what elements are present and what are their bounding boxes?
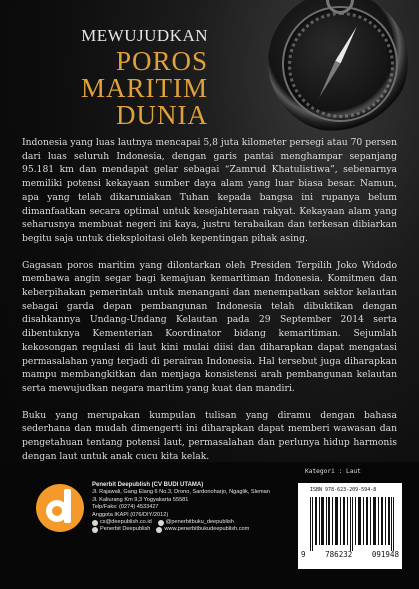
twitter-icon: [158, 520, 164, 526]
barcode-left-group: 786232: [325, 550, 353, 559]
facebook-icon: [92, 527, 98, 533]
barcode-right-group: 091948: [371, 550, 399, 559]
synopsis-paragraph-2: Gagasan poros maritim yang dilontarkan oleh Presiden Terpilih Joko Widodo membawa angin segar bagi kemajuan kemaritiman Indonesia. Komitmen dan keberpihakan pemerintah untuk menangani dan menempatkan sektor kelautan sebagai garda depan pembangunan Indonesia telah dibuktikan dengan disahkannya Undang-Undang Kelautan pada 29 September 2014 serta dibentuknya Kementerian Koordinator bidang kemaritiman. Sejumlah kekosongan regulasi di laut kini mulai diisi dan diharapkan dapat mengatasi permasalahan yang terjadi di perairan Indonesia. Hal tersebut juga diharapkan mampu membangkitkan dan menjaga konsistensi arah pembangunan kelautan serta mewujudkan negara maritim yang kuat dan mandiri.: [22, 259, 397, 394]
globe-icon: [156, 527, 162, 533]
email-contact: [92, 519, 152, 526]
publisher-address-2: Jl. Kaliurang Km 9,3 Yogyakarta 55581: [92, 496, 189, 503]
book-title: [0, 26, 230, 129]
title-line-3: MARITIM: [81, 73, 208, 103]
website-text: www.penerbitbukudeepublish.com: [164, 526, 250, 533]
publisher-info: [92, 482, 292, 534]
compass-dial: [288, 12, 394, 118]
barcode-first-digit: 9: [301, 550, 306, 559]
title-line-2: POROS: [115, 46, 208, 76]
publisher-name: Penerbit Deepublish (CV BUDI UTAMA): [92, 482, 204, 488]
publisher-logo-icon: [35, 479, 85, 535]
twitter-contact: [158, 519, 234, 526]
twitter-text: @penerbitbuku_deepublish: [165, 519, 234, 526]
contact-row-2: [92, 526, 292, 533]
email-icon: [92, 520, 98, 526]
publisher-phone: Telp/Faks: (0274) 4533427: [92, 504, 159, 511]
publisher-address-1: Jl. Rajawali, Gang Elang 6 No.3, Drono, Sardonoharjo, Ngaglik, Sleman: [92, 489, 270, 496]
title-line-4: DUNIA: [116, 100, 208, 130]
barcode-panel: [298, 483, 402, 569]
category-label: Kategori : Laut: [305, 468, 361, 475]
barcode-icon: [310, 497, 394, 551]
publisher-member: Anggota IKAPI (076/DIY/2012): [92, 511, 169, 518]
contact-row-1: [92, 519, 292, 526]
email-text: cs@deepublish.co.id: [100, 519, 152, 526]
synopsis-paragraph-1: Indonesia yang luas lautnya mencapai 5,8 juta kilometer persegi atau 70 persen dari luas seluruh Indonesia, dengan garis pantai menghampar sepanjang 95.181 km dan mendapat gelar sebagai “Zamrud Khatulistiwa”, sebenarnya memiliki potensi kekayaan sumber daya alam yang luar biasa besar. Namun, apa yang telah dikaruniakan Tuhan kepada bangsa ini rupanya belum dimanfaatkan secara optimal untuk kesejahteraan rakyat. Kekayaan alam yang seharusnya membuat negeri ini kaya, justru terabaikan dan terkesan dibiarkan begitu saja untuk dieksploitasi oleh kepentingan pihak asing.: [22, 137, 397, 244]
facebook-contact: [92, 526, 150, 533]
isbn-text: ISBN 978-623-209-594-8: [310, 487, 377, 493]
synopsis: [22, 136, 397, 476]
barcode-digits: [301, 550, 399, 559]
title-line-1: MEWUJUDKAN: [81, 26, 208, 45]
synopsis-paragraph-3: Buku yang merupakan kumpulan tulisan yang diramu dengan bahasa sederhana dan mudah dimengerti ini diharapkan dapat memberi wawasan dan pengetahuan tentang potensi laut, permasalahan dan perlunya hidup harmonis dengan laut untuk anak cucu kita kelak.: [22, 409, 397, 462]
website-contact: [156, 526, 249, 533]
facebook-text: Penerbit Deepublish: [100, 526, 151, 533]
